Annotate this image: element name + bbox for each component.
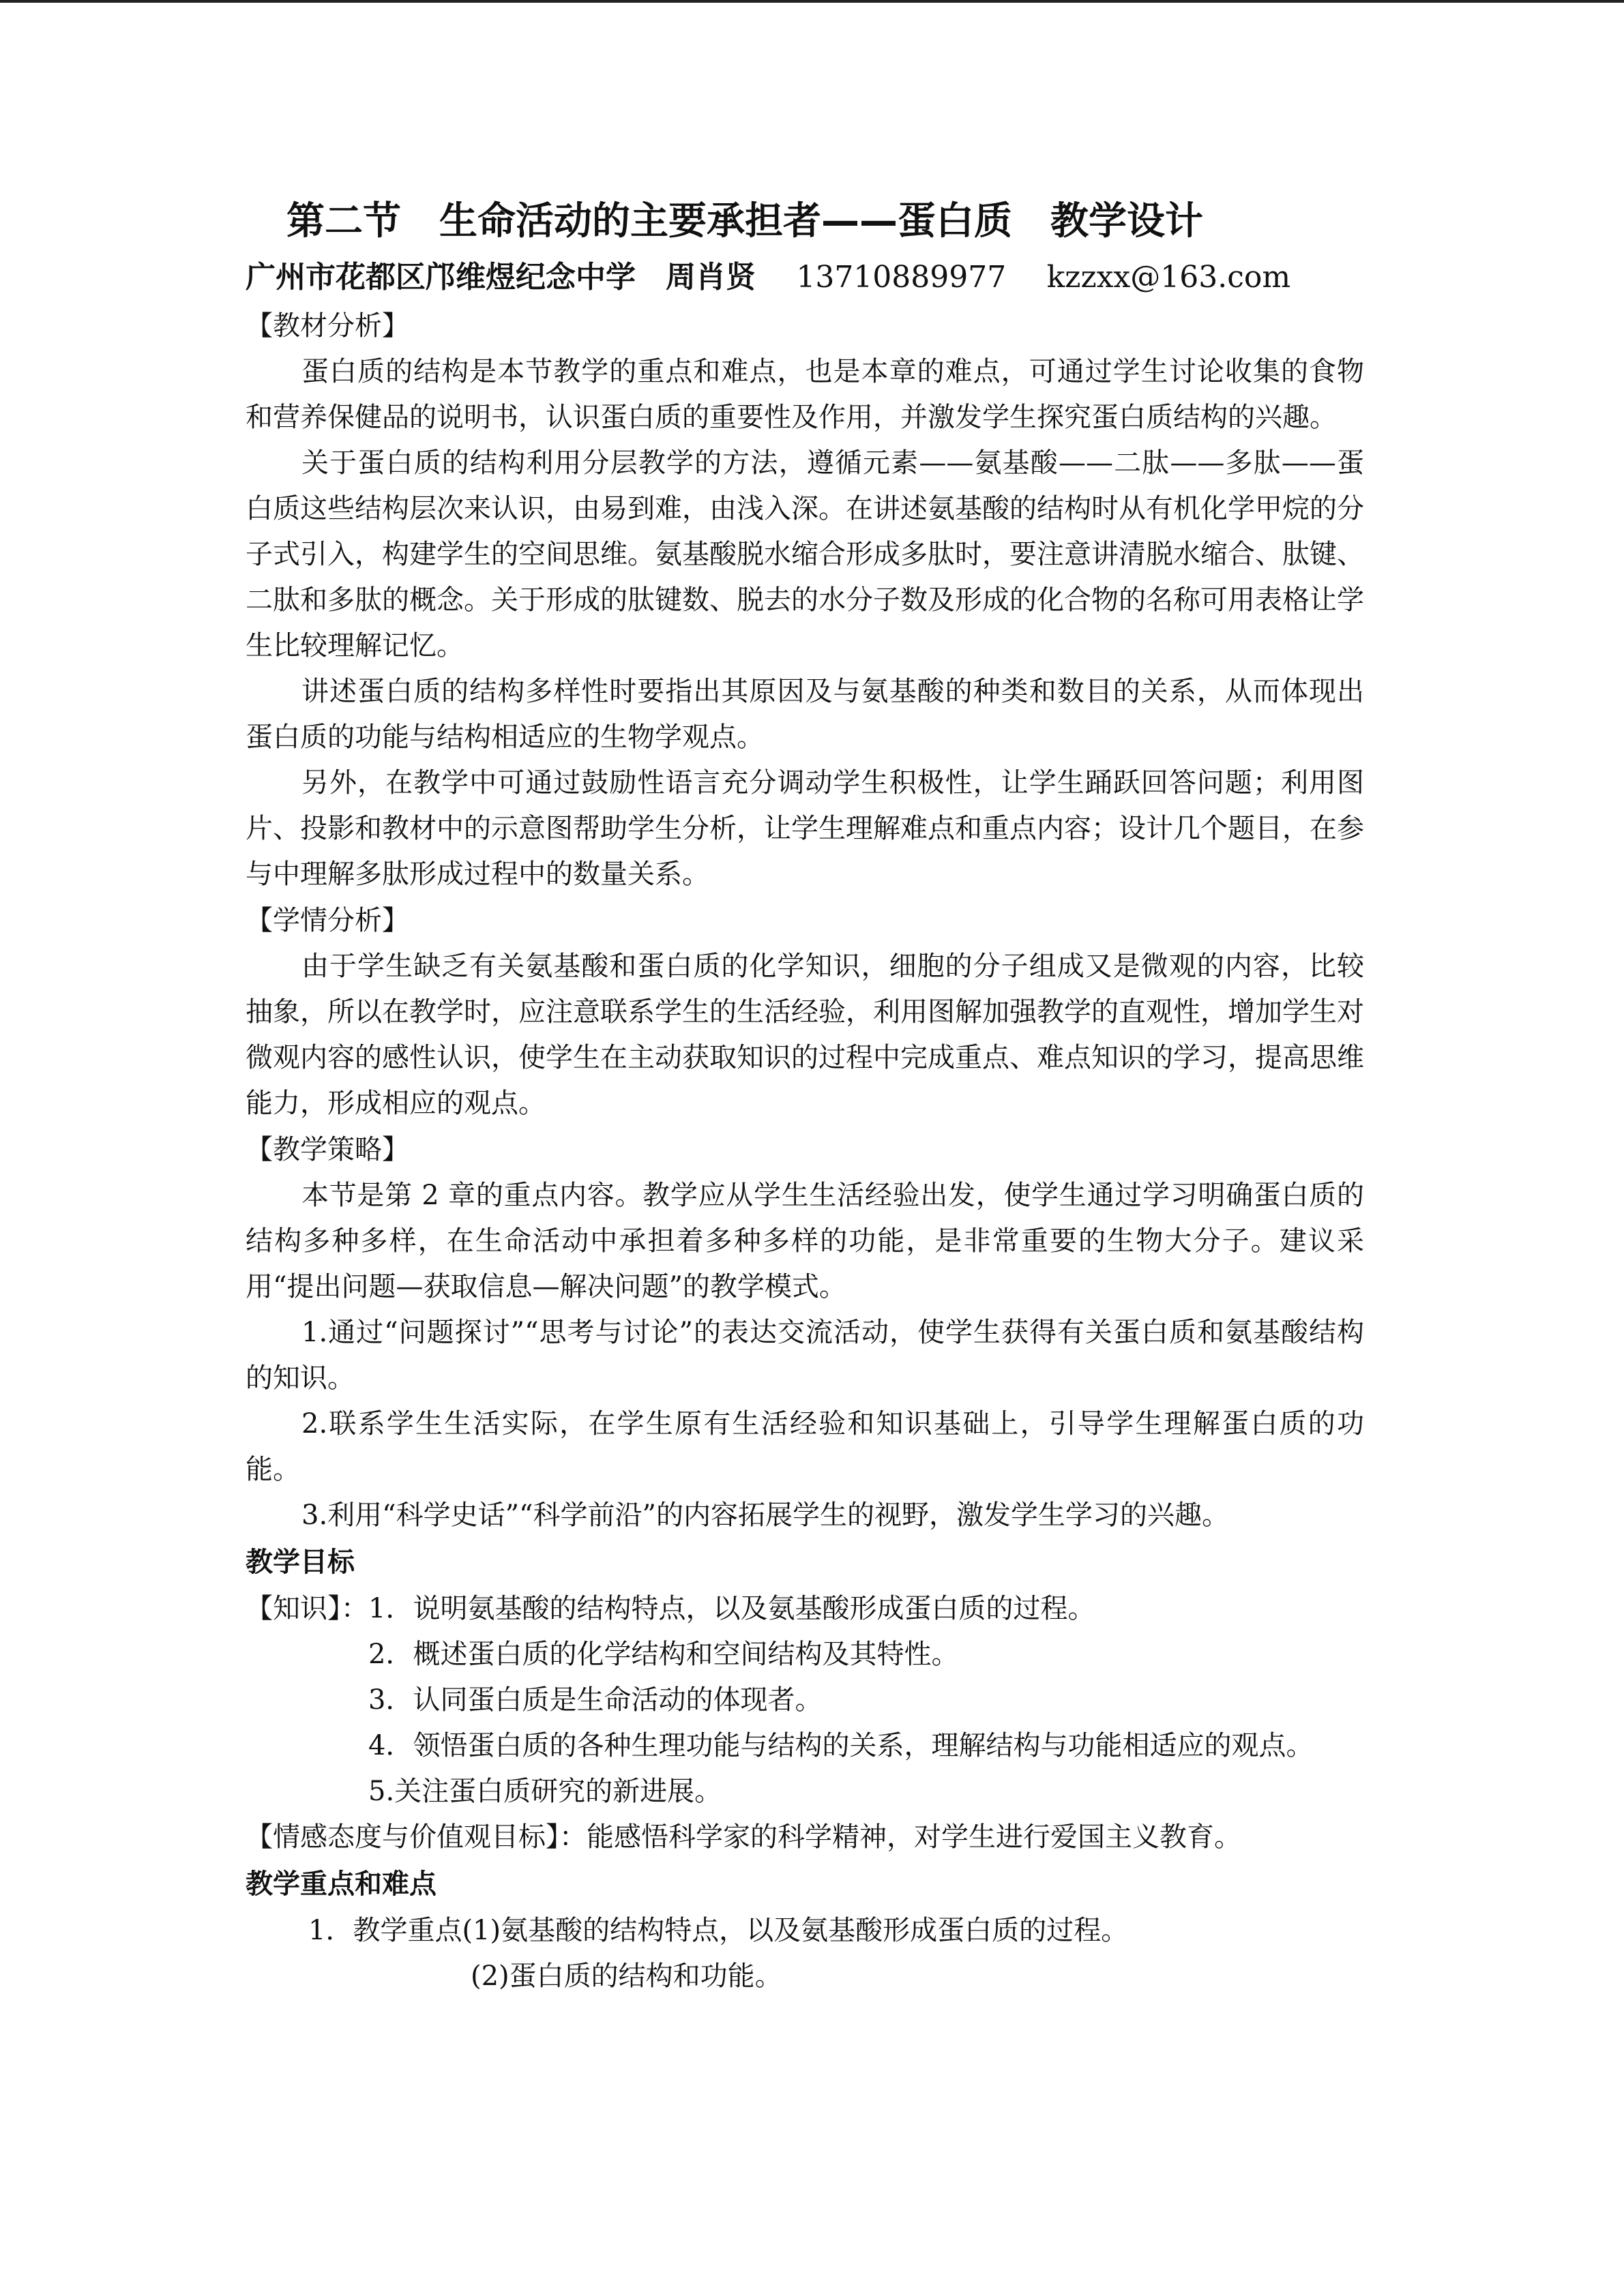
- author-email: kzzxx@163.com: [1046, 260, 1291, 295]
- author-school: 广州市花都区邝维煜纪念中学: [246, 260, 636, 295]
- textbook-analysis-paragraph: 蛋白质的结构是本节教学的重点和难点，也是本章的难点，可通过学生讨论收集的食物和营养保健品的说明书，认识蛋白质的重要性及作用，并激发学生探究蛋白质结构的兴趣。: [246, 356, 1364, 433]
- key-point-row: [246, 1908, 1364, 1954]
- knowledge-item: 3．认同蛋白质是生命活动的体现者。: [368, 1684, 823, 1716]
- textbook-analysis-paragraph: 关于蛋白质的结构利用分层教学的方法，遵循元素——氨基酸——二肽——多肽——蛋白质这些结构层次来认识，由易到难，由浅入深。在讲述氨基酸的结构时从有机化学甲烷的分子式引入，构建学生的空间思维。氨基酸脱水缩合形成多肽时，要注意讲清脱水缩合、肽键、二肽和多肽的概念。关于形成的肽键数、脱去的水分子数及形成的化合物的名称可用表格让学生比较理解记忆。: [246, 447, 1364, 661]
- knowledge-objective-row: [246, 1586, 1364, 1632]
- student-analysis-heading: 【学情分析】: [246, 905, 409, 936]
- key-points-heading: 教学重点和难点: [246, 1868, 437, 1900]
- strategy-item: 2.联系学生生活实际，在学生原有生活经验和知识基础上，引导学生理解蛋白质的功能。: [246, 1408, 1364, 1485]
- strategy-item: 1.通过“问题探讨”“思考与讨论”的表达交流活动，使学生获得有关蛋白质和氨基酸结构的知识。: [246, 1317, 1364, 1394]
- page-top-border: [0, 0, 1624, 3]
- author-phone: 13710889977: [796, 260, 1007, 295]
- attitude-objective-row: [246, 1815, 1364, 1860]
- knowledge-item: 5.关注蛋白质研究的新进展。: [368, 1776, 722, 1807]
- textbook-analysis-heading: 【教材分析】: [246, 310, 409, 342]
- author-name: 周肖贤: [666, 260, 756, 295]
- attitude-text: 能感悟科学家的科学精神，对学生进行爱国主义教育。: [587, 1821, 1241, 1853]
- knowledge-item: 2．概述蛋白质的化学结构和空间结构及其特性。: [368, 1639, 959, 1670]
- key-point-label: 1．教学重点: [308, 1915, 462, 1946]
- strategy-item: 3.利用“科学史话”“科学前沿”的内容拓展学生的视野，激发学生学习的兴趣。: [301, 1500, 1229, 1531]
- attitude-label: 【情感态度与价值观目标】：: [246, 1821, 587, 1853]
- strategy-heading: 【教学策略】: [246, 1134, 409, 1165]
- strategy-paragraph: 本节是第 2 章的重点内容。教学应从学生生活经验出发，使学生通过学习明确蛋白质的结构多种多样，在生命活动中承担着多种多样的功能，是非常重要的生物大分子。建议采用“提出问题—获取信息—解决问题”的教学模式。: [246, 1180, 1364, 1302]
- knowledge-label: 【知识】：: [246, 1593, 368, 1624]
- key-point-text: (2)蛋白质的结构和功能。: [471, 1960, 782, 1992]
- author-line: [246, 252, 1364, 303]
- objectives-heading: 教学目标: [246, 1547, 355, 1578]
- knowledge-item: 1．说明氨基酸的结构特点，以及氨基酸形成蛋白质的过程。: [368, 1593, 1095, 1624]
- textbook-analysis-paragraph: 另外，在教学中可通过鼓励性语言充分调动学生积极性，让学生踊跃回答问题；利用图片、投影和教材中的示意图帮助学生分析，让学生理解难点和重点内容；设计几个题目，在参与中理解多肽形成过程中的数量关系。: [246, 767, 1364, 890]
- student-analysis-paragraph: 由于学生缺乏有关氨基酸和蛋白质的化学知识，细胞的分子组成又是微观的内容，比较抽象，所以在教学时，应注意联系学生的生活经验，利用图解加强教学的直观性，增加学生对微观内容的感性认识，使学生在主动获取知识的过程中完成重点、难点知识的学习，提高思维能力，形成相应的观点。: [246, 951, 1364, 1119]
- document-title: 第二节 生命活动的主要承担者——蛋白质 教学设计: [286, 199, 1203, 243]
- knowledge-item: 4．领悟蛋白质的各种生理功能与结构的关系，理解结构与功能相适应的观点。: [368, 1730, 1314, 1761]
- document-body: [246, 191, 1364, 1999]
- textbook-analysis-paragraph: 讲述蛋白质的结构多样性时要指出其原因及与氨基酸的种类和数目的关系，从而体现出蛋白质的功能与结构相适应的生物学观点。: [246, 676, 1364, 753]
- key-point-text: (1)氨基酸的结构特点，以及氨基酸形成蛋白质的过程。: [462, 1915, 1129, 1946]
